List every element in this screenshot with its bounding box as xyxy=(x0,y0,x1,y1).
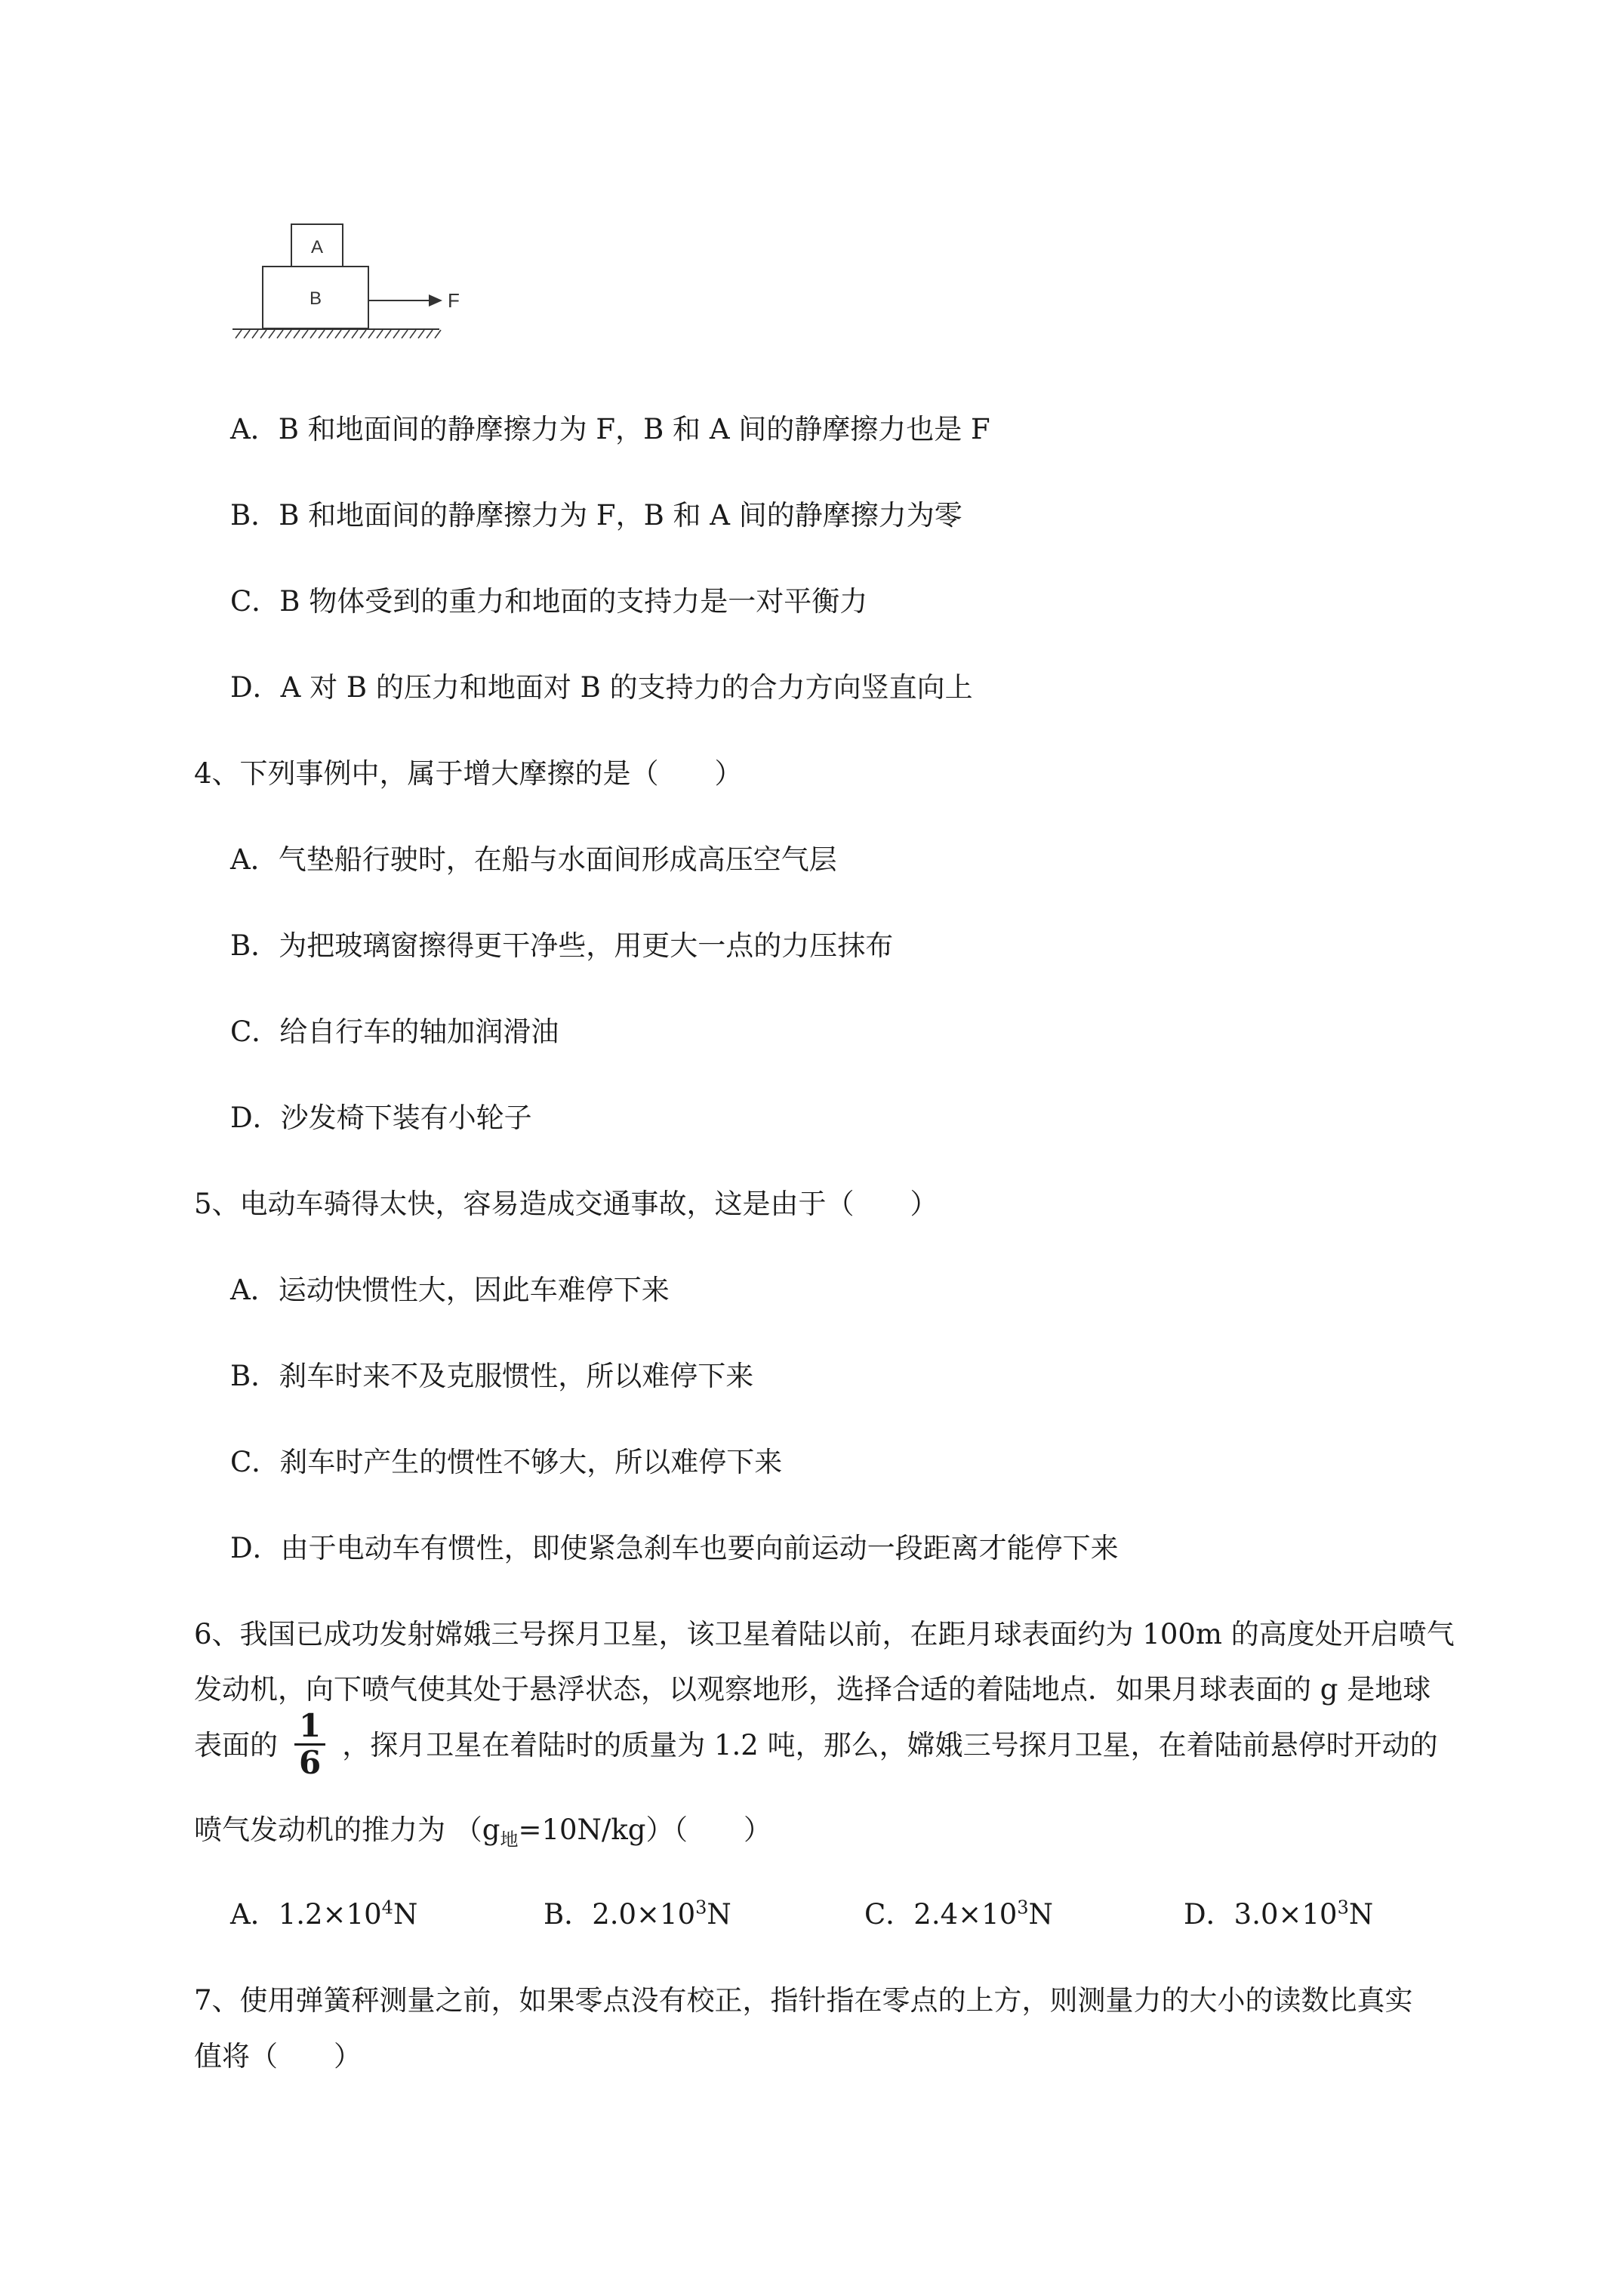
hatch-mark xyxy=(244,330,250,338)
hatch-mark xyxy=(393,330,399,338)
q5-option-c[interactable]: C．刹车时产生的惯性不够大，所以难停下来 xyxy=(230,1446,783,1478)
hatch-mark xyxy=(410,330,416,338)
q6-line3-after: ，探月卫星在着陆时的质量为 1.2 吨，那么，嫦娥三号探月卫星，在着陆前悬停时开动的 xyxy=(342,1729,1438,1761)
hatch-mark xyxy=(402,330,408,338)
block-a-label: A xyxy=(310,237,324,257)
q4-option-c[interactable]: C．给自行车的轴加润滑油 xyxy=(230,1015,559,1048)
hatch-mark xyxy=(352,330,358,338)
hatch-mark xyxy=(368,330,374,338)
option-prefix: C．2.4×10 xyxy=(864,1898,1018,1931)
option-suffix: N xyxy=(1348,1898,1374,1931)
q4-option-d[interactable]: D．沙发椅下装有小轮子 xyxy=(230,1102,532,1134)
ground-hatching xyxy=(236,330,441,338)
option-suffix: N xyxy=(1028,1898,1053,1931)
fraction-one-sixth xyxy=(294,1709,325,1780)
hatch-mark xyxy=(236,330,242,338)
hatch-mark xyxy=(435,330,441,338)
hatch-mark xyxy=(327,330,333,338)
q7-stem-line1: 7、使用弹簧秤测量之前，如果零点没有校正，指针指在零点的上方，则测量力的大小的读数比真实 xyxy=(194,1984,1413,2017)
hatch-mark xyxy=(285,330,291,338)
hatch-mark xyxy=(377,330,383,338)
q6-subscript: 地 xyxy=(500,1829,519,1851)
q6-option-b[interactable] xyxy=(544,1897,731,1933)
option-exponent: 3 xyxy=(695,1897,707,1918)
hatch-mark xyxy=(294,330,300,338)
block-b-label: B xyxy=(309,288,322,309)
hatch-mark xyxy=(418,330,424,338)
q5-option-d[interactable]: D．由于电动车有惯性，即使紧急刹车也要向前运动一段距离才能停下来 xyxy=(230,1532,1119,1564)
hatch-mark xyxy=(385,330,391,338)
q3-option-a[interactable]: A．B 和地面间的静摩擦力为 F，B 和 A 间的静摩擦力也是 F xyxy=(230,413,990,445)
q5-option-a[interactable]: A．运动快惯性大，因此车难停下来 xyxy=(230,1274,670,1306)
option-exponent: 4 xyxy=(381,1897,393,1918)
force-label: F xyxy=(448,289,460,312)
option-prefix: D．3.0×10 xyxy=(1184,1898,1338,1931)
option-exponent: 3 xyxy=(1337,1897,1349,1918)
option-prefix: A．1.2×10 xyxy=(230,1898,382,1931)
q6-stem-line3 xyxy=(194,1707,1438,1781)
force-arrowhead xyxy=(429,294,442,307)
q5-stem: 5、电动车骑得太快，容易造成交通事故，这是由于（ ） xyxy=(194,1188,938,1220)
q4-stem: 4、下列事例中，属于增大摩擦的是（ ） xyxy=(194,757,743,790)
hatch-mark xyxy=(302,330,308,338)
q3-option-d[interactable]: D．A 对 B 的压力和地面对 B 的支持力的合力方向竖直向上 xyxy=(230,671,973,704)
q3-option-b[interactable]: B．B 和地面间的静摩擦力为 F，B 和 A 间的静摩擦力为零 xyxy=(230,499,962,532)
hatch-mark xyxy=(319,330,325,338)
q5-option-b[interactable]: B．刹车时来不及克服惯性，所以难停下来 xyxy=(230,1360,754,1392)
fraction-denominator: 6 xyxy=(299,1744,322,1781)
option-exponent: 3 xyxy=(1017,1897,1029,1918)
hatch-mark xyxy=(252,330,258,338)
q6-stem-line1: 6、我国已成功发射嫦娥三号探月卫星，该卫星着陆以前，在距月球表面约为 100m 的高度处开启喷气 xyxy=(194,1618,1455,1650)
q4-option-b[interactable]: B．为把玻璃窗擦得更干净些，用更大一点的力压抹布 xyxy=(230,929,894,962)
q6-stem-line4 xyxy=(194,1812,771,1851)
q6-line4-after: =10N/kg）（ ） xyxy=(518,1814,771,1846)
hatch-mark xyxy=(427,330,433,338)
q6-option-c[interactable] xyxy=(864,1897,1053,1933)
q4-option-a[interactable]: A．气垫船行驶时，在船与水面间形成高压空气层 xyxy=(230,843,837,876)
hatch-mark xyxy=(260,330,266,338)
q6-line4-before: 喷气发动机的推力为 （g xyxy=(194,1814,500,1846)
hatch-mark xyxy=(269,330,275,338)
q6-line3-before: 表面的 xyxy=(194,1729,278,1761)
hatch-mark xyxy=(277,330,283,338)
q6-option-a[interactable] xyxy=(230,1897,417,1933)
q3-option-c[interactable]: C．B 物体受到的重力和地面的支持力是一对平衡力 xyxy=(230,585,868,618)
q7-stem-line2: 值将（ ） xyxy=(194,2040,362,2073)
option-suffix: N xyxy=(393,1898,418,1931)
blocks-force-diagram xyxy=(226,216,498,352)
hatch-mark xyxy=(335,330,341,338)
q6-stem-line2: 发动机，向下喷气使其处于悬浮状态，以观察地形，选择合适的着陆地点．如果月球表面的 g 是地球 xyxy=(194,1673,1431,1706)
hatch-mark xyxy=(343,330,350,338)
q6-option-d[interactable] xyxy=(1184,1897,1373,1933)
option-prefix: B．2.0×10 xyxy=(544,1898,696,1931)
option-suffix: N xyxy=(707,1898,731,1931)
hatch-mark xyxy=(360,330,366,338)
fraction-numerator: 1 xyxy=(294,1709,325,1746)
hatch-mark xyxy=(310,330,316,338)
